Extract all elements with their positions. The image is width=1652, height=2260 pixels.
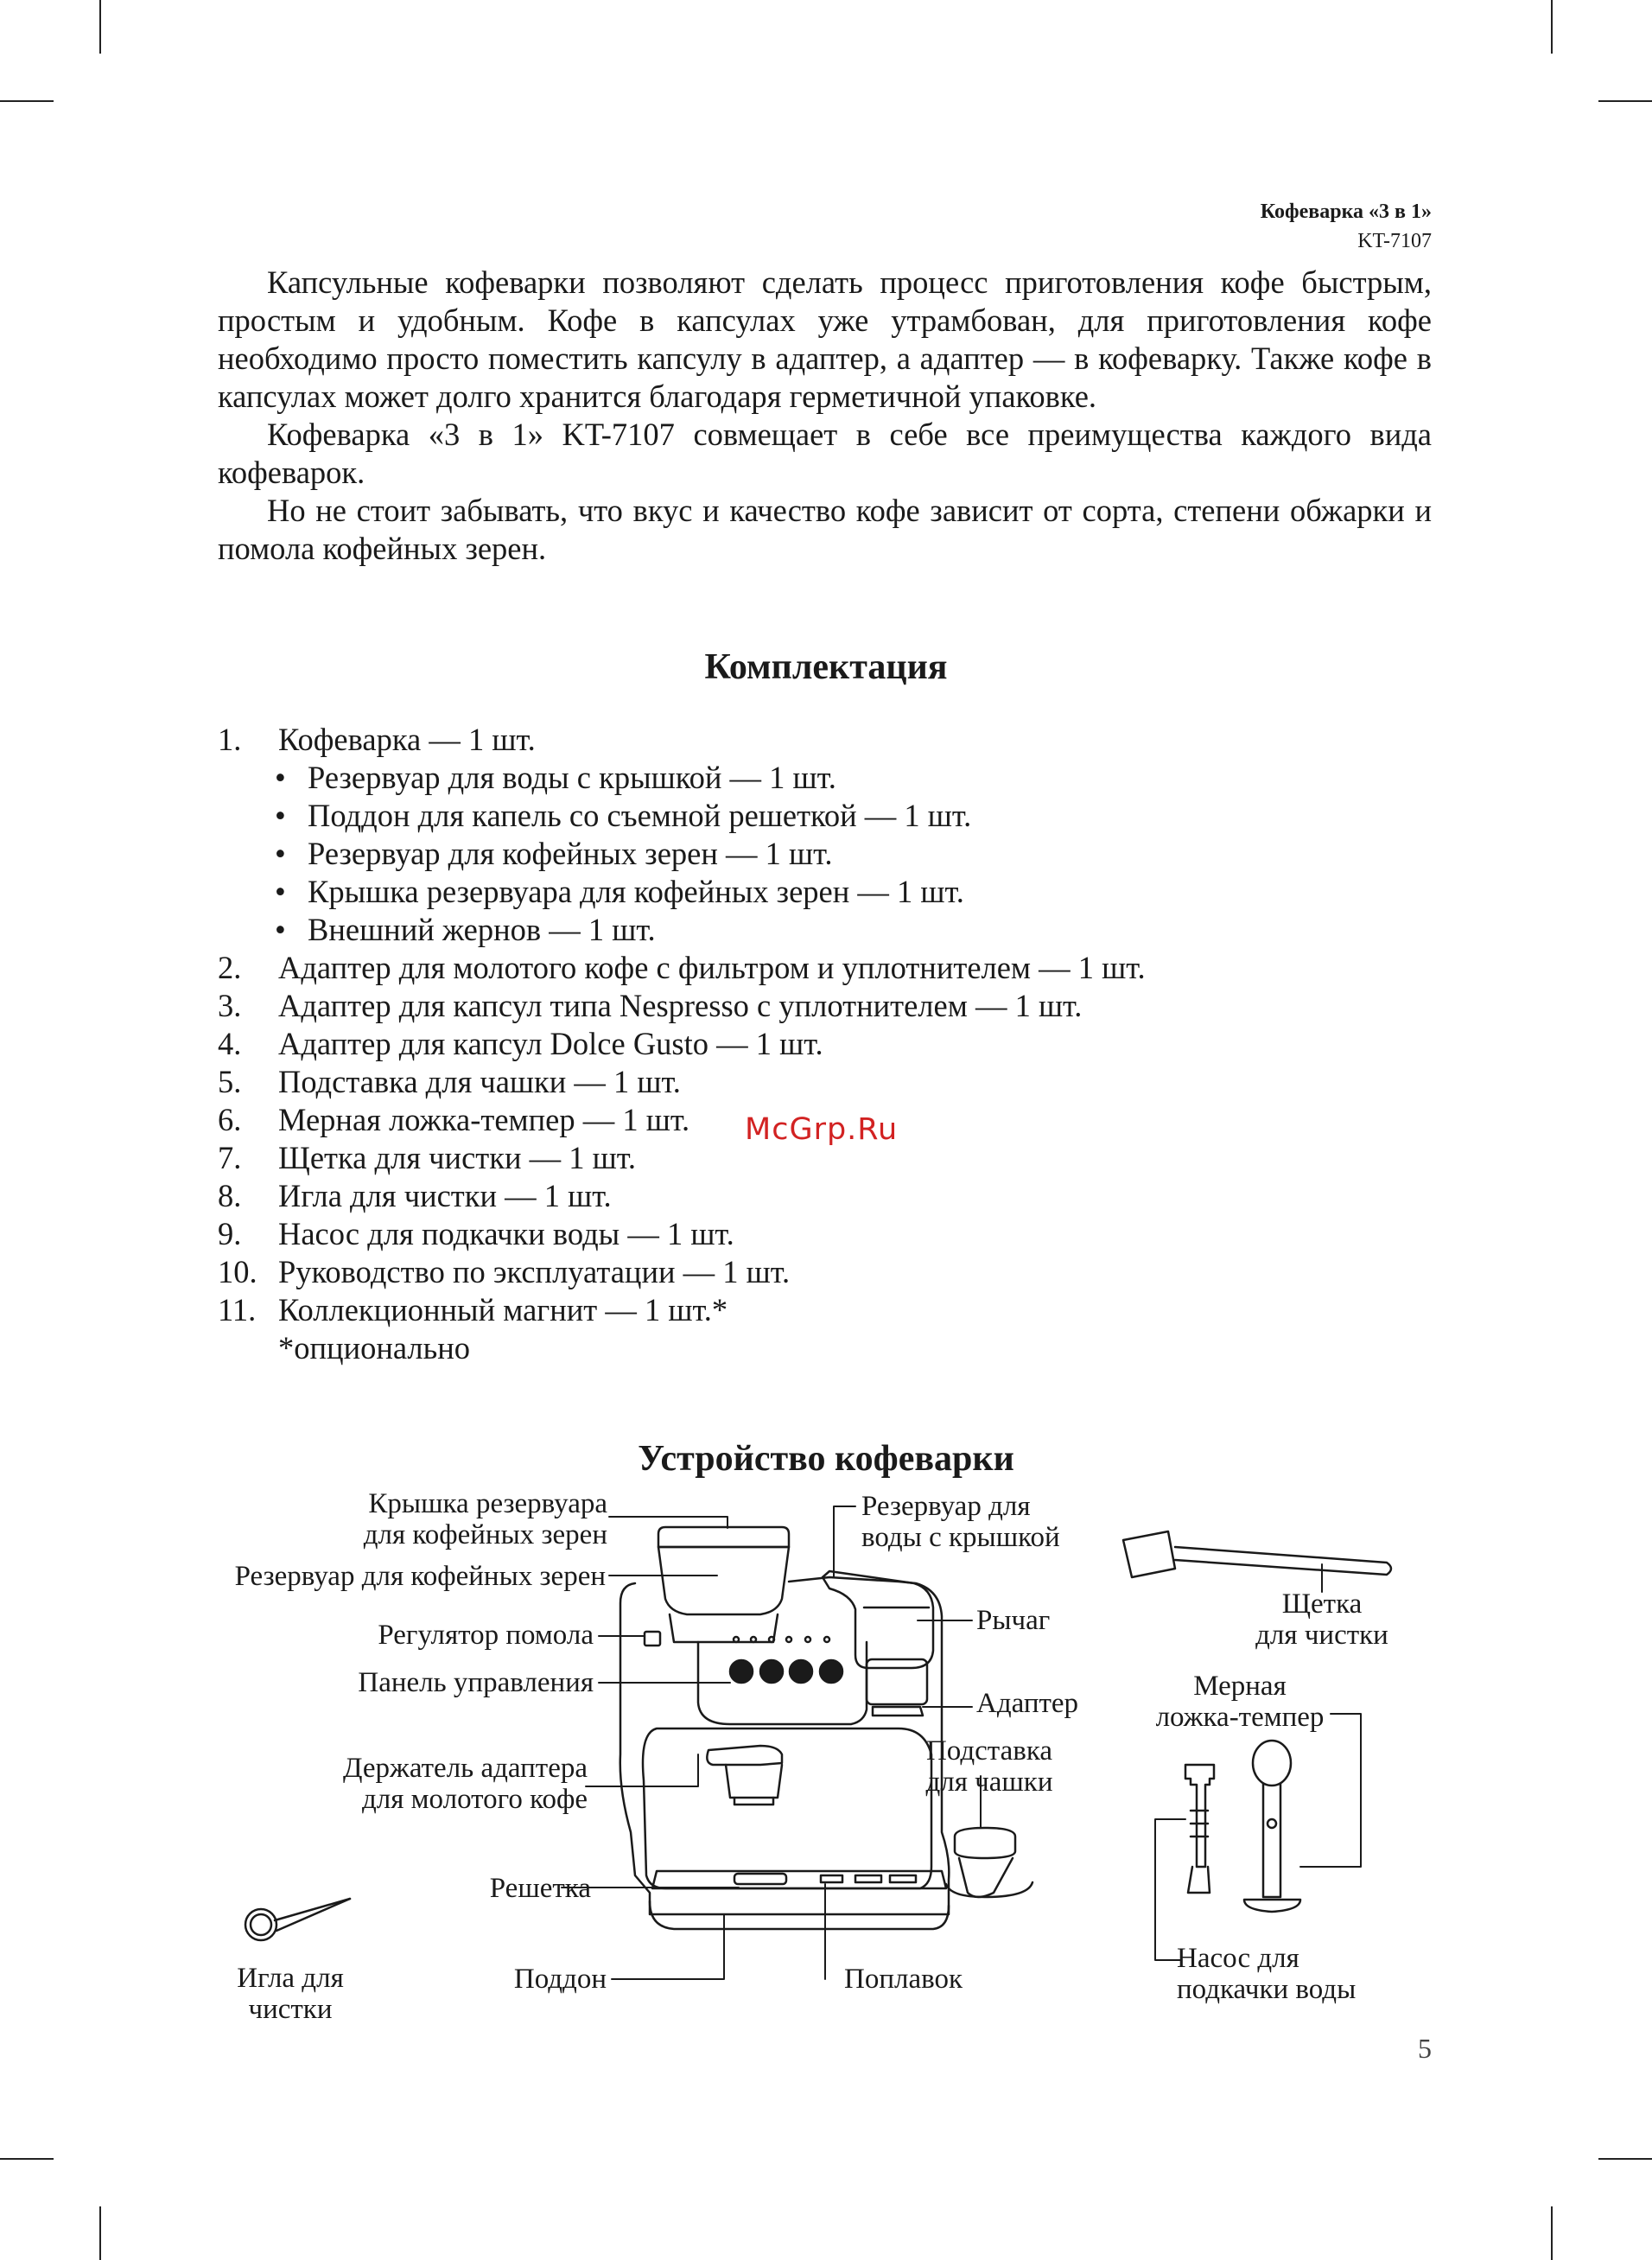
adapter-holder	[707, 1746, 782, 1765]
control-button	[790, 1660, 812, 1683]
label-tray: Поддон	[513, 1964, 607, 1995]
control-button	[730, 1660, 753, 1683]
control-button	[760, 1660, 783, 1683]
page-number: 5	[1418, 2033, 1432, 2064]
label-brush: Щетка для чистки	[1255, 1588, 1388, 1651]
adapter-shape	[867, 1659, 927, 1704]
label-adapter-holder: Держатель адаптера для молотого кофе	[342, 1753, 588, 1815]
label-water-tank: Резервуар для воды с крышкой	[861, 1491, 1060, 1553]
intro-paragraph: Капсульные кофеварки позволяют сделать процесс приготовления кофе быстрым, простым и удобным. Кофе в капсулах уже утрамбован, для приготовления кофе необходимо просто поместить капсулу в адаптер, а адаптер — в кофеварку. Также кофе в капсулах может долго хранится благодаря герметичной упаковке.	[218, 264, 1432, 414]
kit-heading: Комплектация	[704, 647, 948, 687]
label-float: Поплавок	[844, 1964, 963, 1995]
label-tamper: Мерная ложка-темпер	[1155, 1671, 1325, 1733]
intro-paragraph: Но не стоит забывать, что вкус и качество кофе зависит от сорта, степени обжарки и помола кофейных зерен.	[218, 493, 1432, 566]
bean-lid-shape	[658, 1527, 789, 1547]
device-heading: Устройство кофеварки	[638, 1439, 1014, 1479]
cup-stand-shape	[955, 1828, 1015, 1858]
label-cup-stand: Подставка для чашки	[925, 1735, 1053, 1798]
brush-shape	[1123, 1531, 1175, 1577]
machine-body	[620, 1577, 950, 1914]
tamper-shape	[1253, 1741, 1291, 1786]
label-bean-tank: Резервуар для кофейных зерен	[234, 1561, 606, 1592]
pump-shape	[1185, 1765, 1214, 1867]
watermark: McGrp.Ru	[745, 1112, 899, 1147]
bean-tank-shape	[658, 1547, 789, 1614]
label-control-panel: Панель управления	[358, 1667, 594, 1698]
label-lever: Рычаг	[976, 1605, 1051, 1636]
control-button	[820, 1660, 842, 1683]
grind-knob	[645, 1632, 660, 1646]
label-adapter: Адаптер	[976, 1688, 1079, 1719]
grate-shape	[652, 1871, 946, 1888]
header-title: Кофеварка «3 в 1»	[1260, 201, 1432, 223]
label-needle: Игла для чистки	[237, 1963, 344, 2025]
label-pump: Насос для подкачки воды	[1177, 1943, 1357, 2005]
label-grate: Решетка	[489, 1873, 591, 1904]
label-grind-regulator: Регулятор помола	[378, 1620, 594, 1651]
label-bean-lid: Крышка резервуара для кофейных зерен	[363, 1488, 607, 1550]
intro-paragraph: Кофеварка «3 в 1» KT-7107 совмещает в себе все преимущества каждого вида кофеварок.	[218, 417, 1432, 490]
header-model: KT-7107	[1357, 230, 1432, 252]
water-tank-shape	[823, 1571, 933, 1668]
